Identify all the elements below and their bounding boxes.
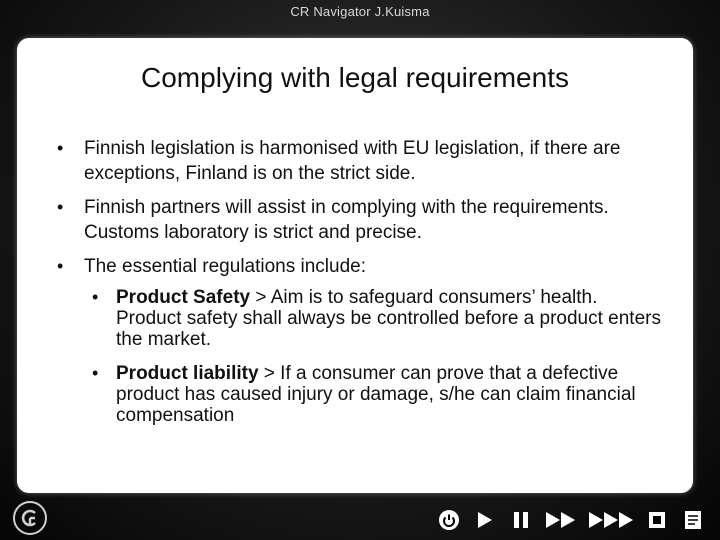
bullet-item: [57, 254, 667, 426]
pause-icon[interactable]: [508, 507, 534, 533]
bullet-item: [57, 195, 667, 245]
sub-bullet-heading: Product liability: [116, 363, 259, 384]
bullet-dot: •: [92, 287, 99, 307]
bullet-item: [57, 136, 667, 186]
power-icon[interactable]: [436, 507, 462, 533]
bullet-dot: •: [57, 197, 64, 217]
slide: [17, 38, 693, 493]
stop-icon[interactable]: [644, 507, 670, 533]
sub-bullet-list: [84, 287, 667, 426]
bullet-text: Finnish legislation is harmonised with EU legislation, if there are exceptions, Finland is on the strict side.: [84, 138, 621, 184]
sub-bullet-text: > If a consumer can prove that a defective product has caused injury or damage, s/he can claim financial compensation: [116, 363, 636, 426]
slide-title: Complying with legal requirements: [141, 62, 569, 93]
cr-logo-icon[interactable]: [13, 501, 47, 535]
sub-bullet-heading: Product Safety: [116, 287, 251, 308]
notes-icon[interactable]: [680, 507, 706, 533]
bullet-dot: •: [57, 138, 64, 158]
bullet-text: The essential regulations include:: [84, 256, 367, 277]
play-icon[interactable]: [472, 507, 498, 533]
bullet-dot: •: [92, 363, 99, 383]
sub-bullet-text: > Aim is to safeguard consumers’ health. Product safety shall always be controlled before a product enters the market.: [116, 287, 661, 350]
fast-forward-icon[interactable]: [544, 507, 578, 533]
sub-bullet-item: [84, 363, 667, 426]
playback-controls: [436, 506, 706, 534]
bullet-list: [57, 136, 667, 439]
sub-bullet-item: [84, 287, 667, 350]
bullet-text: Finnish partners will assist in complying with the requirements. Customs laboratory is strict and precise.: [84, 197, 609, 243]
bullet-dot: •: [57, 256, 64, 276]
window-title: CR Navigator J.Kuisma: [290, 4, 430, 19]
skip-forward-icon[interactable]: [588, 507, 634, 533]
